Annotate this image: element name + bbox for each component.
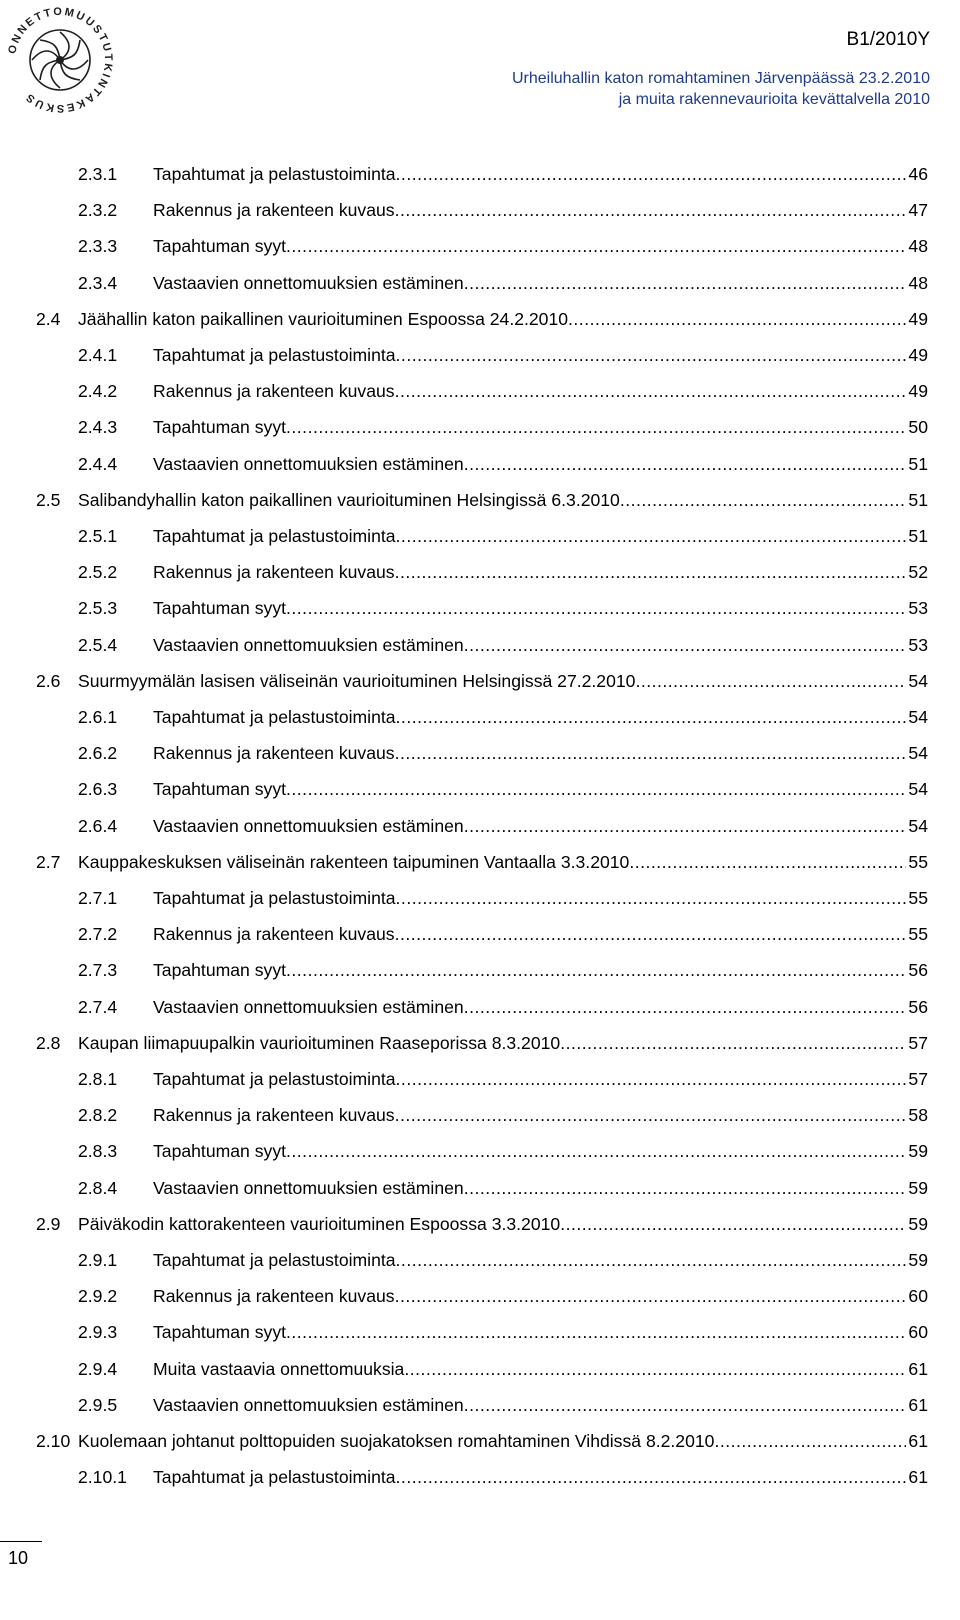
toc-entry-number: 2.3.2 [78, 200, 118, 221]
toc-entry-number: 2.4.4 [78, 453, 118, 474]
toc-entry-title: Rakennus ja rakenteen kuvaus [153, 381, 395, 402]
dot-leader [464, 271, 907, 295]
dot-leader [464, 1393, 907, 1417]
toc-entry-number: 2.8 [36, 1032, 61, 1053]
dot-leader [568, 307, 906, 331]
toc-entry-page: 51 [908, 453, 928, 474]
toc-entry-number: 2.9.1 [78, 1250, 118, 1270]
toc-entry-page: 55 [908, 851, 928, 872]
toc-entry-number: 2.5.4 [78, 634, 118, 655]
toc-entry[interactable] [0, 1103, 960, 1127]
toc-entry-number: 2.4.3 [78, 417, 118, 438]
toc-entry-page: 59 [908, 1141, 928, 1162]
toc-entry-title: Tapahtumat ja pelastustoiminta [153, 1069, 396, 1089]
dot-leader [395, 922, 907, 946]
dot-leader [286, 1320, 906, 1344]
toc-entry[interactable] [0, 198, 960, 222]
toc-entry-number: 2.6 [36, 670, 61, 691]
toc-entry[interactable] [0, 271, 960, 295]
toc-entry-title: Rakennus ja rakenteen kuvaus [153, 1286, 395, 1307]
toc-entry-number: 2.6.4 [78, 815, 118, 836]
toc-entry-number: 2.9.2 [78, 1286, 118, 1307]
toc-entry-page: 57 [908, 1032, 928, 1053]
toc-entry-number: 2.8.3 [78, 1141, 118, 1162]
dot-leader [286, 777, 906, 801]
toc-entry-page: 54 [908, 779, 928, 800]
toc-entry[interactable] [0, 307, 960, 331]
toc-entry-title: Tapahtumat ja pelastustoiminta [153, 888, 396, 908]
toc-entry-title: Muita vastaavia onnettomuuksia [153, 1358, 405, 1379]
toc-entry[interactable] [0, 379, 960, 403]
dot-leader [395, 1284, 907, 1308]
dot-leader [464, 995, 907, 1019]
toc-entry-title: Vastaavien onnettomuuksien estäminen [153, 272, 464, 293]
toc-entry-title: Tapahtumat ja pelastustoiminta [153, 1250, 396, 1270]
toc-entry[interactable] [0, 886, 960, 910]
toc-entry-page: 60 [908, 1286, 928, 1307]
toc-entry-number: 2.9.3 [78, 1322, 118, 1343]
toc-entry-number: 2.5.3 [78, 598, 118, 619]
toc-entry-number: 2.6.2 [78, 743, 118, 764]
toc-entry-page: 51 [908, 489, 928, 510]
toc-entry[interactable] [0, 234, 960, 258]
toc-entry-title: Rakennus ja rakenteen kuvaus [153, 562, 395, 583]
dot-leader [396, 1465, 907, 1489]
toc-entry-number: 2.8.2 [78, 1105, 118, 1126]
toc-entry-number: 2.4 [36, 308, 61, 329]
toc-entry[interactable] [0, 1248, 960, 1272]
toc-entry[interactable] [0, 524, 960, 548]
toc-entry-title: Tapahtuman syyt [153, 1322, 287, 1343]
toc-entry-number: 2.9 [36, 1213, 61, 1234]
toc-entry[interactable] [0, 1176, 960, 1200]
toc-entry[interactable] [0, 452, 960, 476]
toc-entry-page: 49 [908, 308, 928, 329]
dot-leader [620, 488, 907, 512]
toc-entry-page: 47 [908, 200, 928, 221]
toc-entry-page: 49 [908, 345, 928, 365]
toc-entry[interactable] [0, 162, 960, 186]
toc-entry-page: 61 [908, 1358, 928, 1379]
toc-entry-title: Vastaavien onnettomuuksien estäminen [153, 453, 464, 474]
toc-entry[interactable] [0, 922, 960, 946]
toc-entry[interactable] [0, 488, 960, 512]
toc-entry-page: 50 [908, 417, 928, 438]
dot-leader [286, 1139, 906, 1163]
toc-entry[interactable] [0, 958, 960, 982]
toc-entry-title: Tapahtumat ja pelastustoiminta [153, 1467, 396, 1488]
toc-entry-page: 56 [908, 960, 928, 981]
toc-entry[interactable] [0, 850, 960, 874]
toc-entry-number: 2.9.5 [78, 1394, 118, 1415]
toc-entry[interactable] [0, 705, 960, 729]
dot-leader [464, 452, 907, 476]
toc-entry-number: 2.4.1 [78, 345, 118, 365]
toc-entry[interactable] [0, 596, 960, 620]
toc-entry-number: 2.10 [36, 1431, 71, 1451]
toc-entry-page: 61 [908, 1394, 928, 1415]
toc-entry-number: 2.5.2 [78, 562, 118, 583]
toc-entry-page: 59 [908, 1250, 928, 1270]
dot-leader [560, 1031, 906, 1055]
toc-entry-title: Kuolemaan johtanut polttopuiden suojakatoksen romahtaminen Vihdissä 8.2.2010 [78, 1431, 715, 1451]
toc-entry-page: 48 [908, 272, 928, 293]
toc-entry-title: Suurmyymälän lasisen väliseinän vaurioituminen Helsingissä 27.2.2010 [78, 670, 636, 691]
toc-entry-page: 54 [908, 707, 928, 727]
dot-leader [396, 162, 907, 186]
toc-entry-number: 2.7.2 [78, 924, 118, 945]
toc-entry-number: 2.8.1 [78, 1069, 118, 1089]
report-title-line-1: Urheiluhallin katon romahtaminen Järvenpäässä 23.2.2010 [511, 70, 930, 87]
toc-entry-title: Vastaavien onnettomuuksien estäminen [153, 996, 464, 1017]
dot-leader [635, 669, 906, 693]
dot-leader [396, 343, 907, 367]
toc-entry-page: 56 [908, 996, 928, 1017]
toc-entry-page: 59 [908, 1177, 928, 1198]
dot-leader [396, 705, 907, 729]
toc-entry-number: 2.6.1 [78, 707, 118, 727]
dot-leader [396, 1248, 907, 1272]
toc-entry[interactable] [0, 560, 960, 584]
toc-entry-page: 49 [908, 381, 928, 402]
dot-leader [395, 741, 907, 765]
toc-entry[interactable] [0, 777, 960, 801]
toc-entry-page: 59 [908, 1213, 928, 1234]
toc-entry[interactable] [0, 1393, 960, 1417]
toc-entry-page: 54 [908, 670, 928, 691]
dot-leader [395, 560, 907, 584]
toc-entry-title: Tapahtuman syyt [153, 236, 287, 257]
toc-entry[interactable] [0, 995, 960, 1019]
dot-leader [396, 886, 907, 910]
toc-entry[interactable] [0, 1212, 960, 1236]
toc-entry[interactable] [0, 1429, 960, 1453]
toc-entry-title: Vastaavien onnettomuuksien estäminen [153, 1177, 464, 1198]
toc-entry-title: Tapahtumat ja pelastustoiminta [153, 526, 396, 546]
toc-entry-title: Tapahtuman syyt [153, 1141, 287, 1162]
toc-entry-number: 2.9.4 [78, 1358, 118, 1379]
toc-entry-title: Salibandyhallin katon paikallinen vaurioituminen Helsingissä 6.3.2010 [78, 489, 620, 510]
toc-entry-title: Päiväkodin kattorakenteen vaurioituminen Espoossa 3.3.2010 [78, 1213, 561, 1234]
dot-leader [286, 234, 906, 258]
dot-leader [396, 524, 907, 548]
toc-entry-page: 60 [908, 1322, 928, 1343]
toc-entry-number: 2.10.1 [78, 1467, 127, 1488]
toc-entry-number: 2.3.1 [78, 164, 118, 184]
toc-entry-number: 2.8.4 [78, 1177, 118, 1198]
toc-entry-number: 2.5 [36, 489, 61, 510]
toc-entry-page: 61 [908, 1431, 928, 1451]
toc-entry-page: 61 [908, 1467, 928, 1488]
dot-leader [464, 814, 907, 838]
toc-entry-number: 2.7.1 [78, 888, 118, 908]
toc-entry-number: 2.5.1 [78, 526, 118, 546]
toc-entry-title: Tapahtuman syyt [153, 779, 287, 800]
toc-entry[interactable] [0, 1357, 960, 1381]
page-number: 10 [8, 1548, 29, 1568]
toc-entry-page: 54 [908, 815, 928, 836]
dot-leader [286, 596, 906, 620]
toc-entry-number: 2.7 [36, 851, 61, 872]
toc-entry-number: 2.3.4 [78, 272, 118, 293]
toc-entry-title: Tapahtumat ja pelastustoiminta [153, 164, 396, 184]
toc-entry-title: Rakennus ja rakenteen kuvaus [153, 924, 395, 945]
toc-entry-page: 54 [908, 743, 928, 764]
toc-entry-number: 2.4.2 [78, 381, 118, 402]
toc-entry[interactable] [0, 1067, 960, 1091]
toc-entry[interactable] [0, 415, 960, 439]
dot-leader [286, 415, 906, 439]
footer-divider [0, 1541, 42, 1542]
toc-entry-page: 58 [908, 1105, 928, 1126]
toc-entry-title: Kauppakeskuksen väliseinän rakenteen taipuminen Vantaalla 3.3.2010 [78, 851, 630, 872]
toc-entry-title: Rakennus ja rakenteen kuvaus [153, 200, 395, 221]
toc-entry[interactable] [0, 669, 960, 693]
toc-entry-title: Rakennus ja rakenteen kuvaus [153, 743, 395, 764]
toc-entry[interactable] [0, 741, 960, 765]
toc-entry[interactable] [0, 1320, 960, 1344]
dot-leader [560, 1212, 906, 1236]
toc-entry-title: Rakennus ja rakenteen kuvaus [153, 1105, 395, 1126]
toc-entry-page: 53 [908, 634, 928, 655]
toc-entry-title: Tapahtuman syyt [153, 417, 287, 438]
dot-leader [464, 633, 907, 657]
toc-entry[interactable] [0, 1284, 960, 1308]
report-title-line-2: ja muita rakennevaurioita kevättalvella 2010 [618, 91, 930, 108]
svg-text:ONNETTOMUUSTUTKINTAKESKUS: ONNETTOMUUSTUTKINTAKESKUS [6, 5, 115, 115]
toc-entry-page: 55 [908, 924, 928, 945]
toc-entry-title: Jäähallin katon paikallinen vaurioituminen Espoossa 24.2.2010 [78, 308, 569, 329]
toc-entry-page: 46 [908, 164, 928, 184]
toc-entry-title: Tapahtumat ja pelastustoiminta [153, 345, 396, 365]
document-code: B1/2010Y [846, 29, 930, 50]
toc-entry-page: 48 [908, 236, 928, 257]
toc-entry-page: 51 [908, 526, 928, 546]
toc-entry[interactable] [0, 343, 960, 367]
toc-entry[interactable] [0, 633, 960, 657]
organization-logo [2, 2, 118, 118]
toc-entry-page: 55 [908, 888, 928, 908]
toc-entry-number: 2.7.4 [78, 996, 118, 1017]
toc-entry-title: Tapahtuman syyt [153, 960, 287, 981]
toc-entry-number: 2.6.3 [78, 779, 118, 800]
toc-entry-title: Tapahtuman syyt [153, 598, 287, 619]
toc-entry-number: 2.7.3 [78, 960, 118, 981]
toc-entry-page: 57 [908, 1069, 928, 1089]
toc-entry-title: Kaupan liimapuupalkin vaurioituminen Raaseporissa 8.3.2010 [78, 1032, 561, 1053]
toc-entry-title: Vastaavien onnettomuuksien estäminen [153, 815, 464, 836]
dot-leader [395, 379, 907, 403]
toc-entry[interactable] [0, 814, 960, 838]
dot-leader [404, 1357, 906, 1381]
toc-entry-title: Vastaavien onnettomuuksien estäminen [153, 1394, 464, 1415]
toc-entry-page: 53 [908, 598, 928, 619]
toc-entry[interactable] [0, 1139, 960, 1163]
dot-leader [629, 850, 906, 874]
dot-leader [464, 1176, 907, 1200]
toc-entry-title: Vastaavien onnettomuuksien estäminen [153, 634, 464, 655]
dot-leader [396, 1067, 907, 1091]
toc-entry[interactable] [0, 1031, 960, 1055]
dot-leader [286, 958, 906, 982]
toc-entry[interactable] [0, 1465, 960, 1489]
dot-leader [714, 1429, 906, 1453]
toc-entry-number: 2.3.3 [78, 236, 118, 257]
dot-leader [395, 1103, 907, 1127]
toc-entry-title: Tapahtumat ja pelastustoiminta [153, 707, 396, 727]
toc-entry-page: 52 [908, 562, 928, 583]
dot-leader [395, 198, 907, 222]
